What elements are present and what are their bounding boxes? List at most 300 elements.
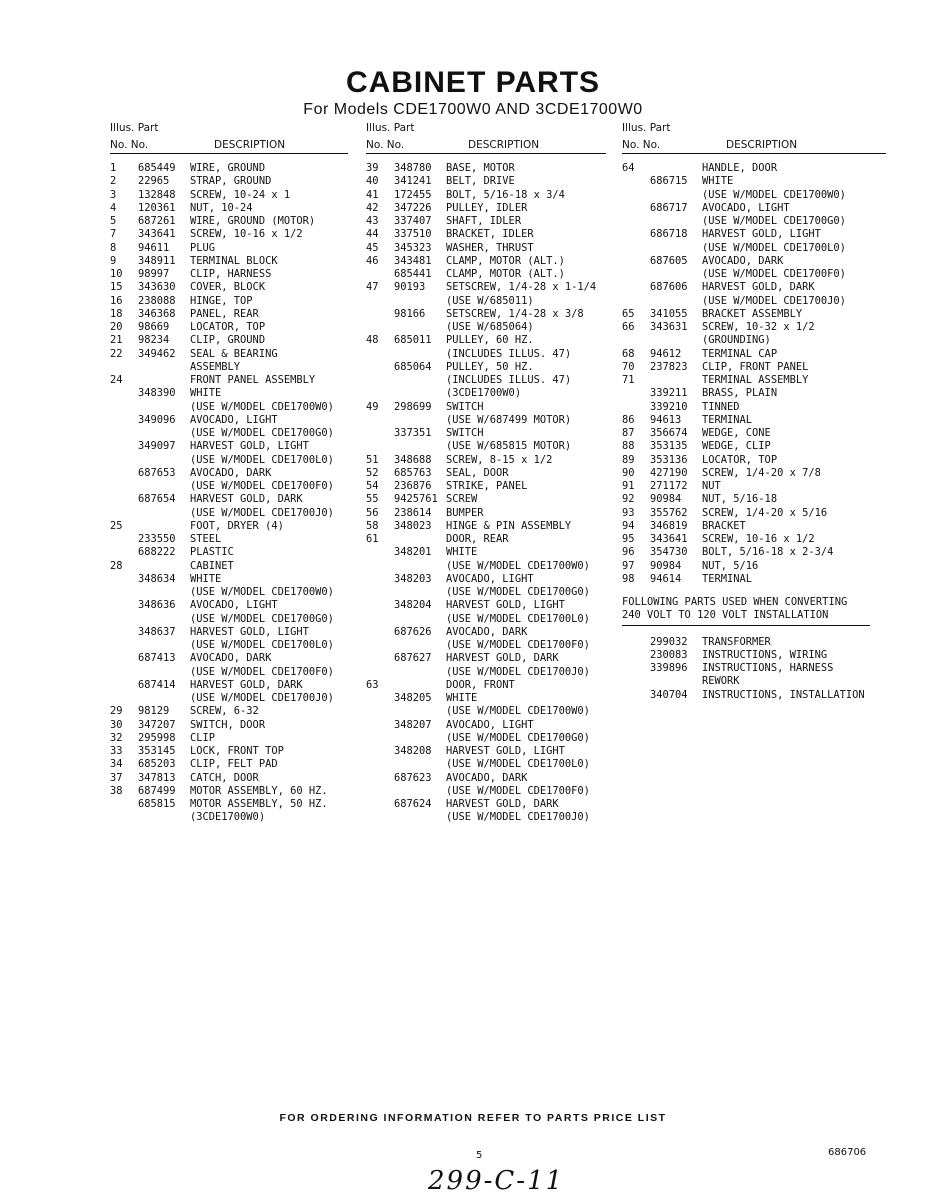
part-number: 354730 <box>650 546 688 559</box>
part-number: 172455 <box>394 188 432 201</box>
part-description: (3CDE1700W0) <box>446 387 522 400</box>
part-description: NUT, 5/16 <box>702 559 759 572</box>
part-description: CLIP <box>190 731 216 744</box>
part-number: 349096 <box>138 413 176 426</box>
part-number: 299032 <box>650 635 688 648</box>
parts-row <box>110 772 348 785</box>
part-number: 343630 <box>138 281 176 294</box>
part-description: COVER, BLOCK <box>190 281 266 294</box>
illus-number: 37 <box>110 771 123 784</box>
parts-row <box>366 202 606 215</box>
part-description: HARVEST GOLD, DARK <box>190 678 303 691</box>
header-illus-part: Illus. Part <box>110 122 159 134</box>
illus-number: 56 <box>366 506 379 519</box>
illus-number: 71 <box>622 374 635 386</box>
parts-row <box>366 798 606 811</box>
parts-row <box>110 228 348 241</box>
illus-number: 89 <box>622 453 635 466</box>
part-description: HARVEST GOLD, DARK <box>446 798 559 810</box>
parts-row <box>366 255 606 268</box>
part-description: HARVEST GOLD, DARK <box>702 281 815 294</box>
illus-number: 44 <box>366 228 379 241</box>
parts-row <box>366 361 606 374</box>
parts-row <box>110 533 348 546</box>
part-number: 346819 <box>650 519 688 532</box>
part-description: LOCATOR, TOP <box>190 321 266 333</box>
page-number: 5 <box>476 1150 483 1161</box>
part-description: (USE W/MODEL CDE1700G0) <box>190 427 334 439</box>
parts-row <box>622 281 886 294</box>
part-description: SCREW, 10-32 x 1/2 <box>702 321 815 333</box>
parts-row <box>110 546 348 559</box>
part-number: 348390 <box>138 387 176 400</box>
parts-row <box>622 573 886 586</box>
part-description: (USE W/MODEL CDE1700L0) <box>190 453 334 466</box>
conversion-note-rule <box>622 625 870 626</box>
part-number: 343481 <box>394 254 432 267</box>
part-number: 687261 <box>138 215 176 227</box>
parts-row <box>366 758 606 771</box>
parts-row <box>366 175 606 188</box>
parts-row <box>366 215 606 228</box>
parts-row <box>366 613 606 626</box>
illus-number: 58 <box>366 519 379 532</box>
illus-number: 29 <box>110 705 123 718</box>
conversion-parts-rows <box>622 636 886 702</box>
parts-row <box>110 440 348 453</box>
parts-row <box>366 520 606 533</box>
parts-row <box>110 626 348 639</box>
part-description: AVOCADO, LIGHT <box>446 718 534 731</box>
header-rule <box>366 153 606 154</box>
parts-row <box>110 507 348 520</box>
parts-row <box>110 811 348 824</box>
parts-row <box>366 507 606 520</box>
part-description: (USE W/MODEL CDE1700W0) <box>190 586 334 598</box>
part-description: (GROUNDING) <box>702 334 771 347</box>
header-description: DESCRIPTION <box>214 139 286 151</box>
part-number: 339211 <box>650 387 688 400</box>
part-number: 349097 <box>138 440 176 453</box>
illus-number: 3 <box>110 188 117 201</box>
part-description: SETSCREW, 1/4-28 x 3/8 <box>446 307 584 320</box>
part-number: 348023 <box>394 519 432 532</box>
part-description: SETSCREW, 1/4-28 x 1-1/4 <box>446 281 597 294</box>
part-description: HINGE & PIN ASSEMBLY <box>446 519 572 532</box>
part-number: 348911 <box>138 254 176 267</box>
parts-row <box>110 268 348 281</box>
part-description: WIRE, GROUND <box>190 162 266 174</box>
part-description: BRACKET ASSEMBLY <box>702 307 803 320</box>
illus-number: 92 <box>622 493 635 506</box>
part-description: (USE W/685011) <box>446 294 534 307</box>
part-description: (USE W/MODEL CDE1700W0) <box>190 400 334 413</box>
part-number: 337351 <box>394 427 432 439</box>
part-description: LOCK, FRONT TOP <box>190 745 284 757</box>
part-number: 94613 <box>650 413 682 426</box>
parts-row <box>622 321 886 334</box>
part-number: 348207 <box>394 718 432 731</box>
parts-row <box>110 215 348 228</box>
parts-row <box>622 493 886 506</box>
part-number: 233550 <box>138 533 176 545</box>
part-number: 341055 <box>650 307 688 320</box>
parts-row <box>110 295 348 308</box>
illus-number: 18 <box>110 307 123 320</box>
parts-row <box>110 281 348 294</box>
part-number: 298699 <box>394 400 432 413</box>
illus-number: 38 <box>110 784 123 797</box>
part-number: 237823 <box>650 360 688 373</box>
parts-row <box>366 454 606 467</box>
parts-row <box>366 242 606 255</box>
part-description: AVOCADO, DARK <box>190 652 272 665</box>
part-description: MOTOR ASSEMBLY, 50 HZ. <box>190 798 328 810</box>
part-number: 687623 <box>394 771 432 784</box>
illus-number: 10 <box>110 268 123 280</box>
part-description: BOLT, 5/16-18 x 3/4 <box>446 188 565 201</box>
parts-row <box>622 546 886 559</box>
illus-number: 52 <box>366 466 379 479</box>
parts-row <box>622 675 886 688</box>
parts-rows <box>366 162 606 825</box>
part-number: 347207 <box>138 718 176 731</box>
part-description: ASSEMBLY <box>190 360 241 373</box>
parts-row <box>622 533 886 546</box>
parts-row <box>110 785 348 798</box>
illus-number: 88 <box>622 440 635 453</box>
header-description: DESCRIPTION <box>726 139 798 151</box>
part-description: PULLEY, IDLER <box>446 201 528 214</box>
parts-row <box>110 480 348 493</box>
part-number: 90984 <box>650 493 682 506</box>
part-description: TERMINAL <box>702 413 753 426</box>
parts-row <box>622 560 886 573</box>
part-number: 337407 <box>394 215 432 227</box>
ordering-info-footer: FOR ORDERING INFORMATION REFER TO PARTS PRICE LIST <box>279 1112 667 1124</box>
part-number: 120361 <box>138 201 176 214</box>
illus-number: 94 <box>622 519 635 532</box>
part-description: BRASS, PLAIN <box>702 387 778 400</box>
part-description: AVOCADO, LIGHT <box>190 599 278 612</box>
illus-number: 68 <box>622 347 635 360</box>
part-description: HARVEST GOLD, LIGHT <box>446 599 565 612</box>
parts-row <box>366 732 606 745</box>
part-description: CLAMP, MOTOR (ALT.) <box>446 268 565 280</box>
parts-row <box>366 467 606 480</box>
part-description: HARVEST GOLD, LIGHT <box>446 745 565 757</box>
parts-row <box>366 772 606 785</box>
parts-row <box>622 387 886 400</box>
part-number: 685763 <box>394 466 432 479</box>
part-description: TERMINAL <box>702 572 753 585</box>
part-number: 132848 <box>138 188 176 201</box>
parts-row <box>366 401 606 414</box>
parts-row <box>110 387 348 400</box>
parts-row <box>110 493 348 506</box>
part-description: MOTOR ASSEMBLY, 60 HZ. <box>190 784 328 797</box>
parts-row <box>622 440 886 453</box>
part-number: 687414 <box>138 678 176 691</box>
part-number: 687499 <box>138 784 176 797</box>
parts-row <box>622 189 886 202</box>
part-description: HARVEST GOLD, DARK <box>190 493 303 506</box>
parts-row <box>366 573 606 586</box>
part-description: (USE W/MODEL CDE1700J0) <box>446 665 590 678</box>
parts-row <box>110 454 348 467</box>
part-description: TERMINAL CAP <box>702 347 778 360</box>
illus-number: 30 <box>110 718 123 731</box>
parts-row <box>110 758 348 771</box>
part-number: 687606 <box>650 281 688 294</box>
part-description: HARVEST GOLD, LIGHT <box>190 440 309 453</box>
part-number: 343641 <box>138 228 176 241</box>
part-number: 347813 <box>138 771 176 784</box>
part-number: 341241 <box>394 175 432 188</box>
part-number: 685815 <box>138 798 176 810</box>
parts-row <box>366 387 606 400</box>
parts-row <box>366 785 606 798</box>
part-description: (INCLUDES ILLUS. 47) <box>446 374 572 386</box>
part-description: (USE W/MODEL CDE1700F0) <box>702 268 846 280</box>
parts-row <box>110 586 348 599</box>
illus-number: 45 <box>366 241 379 254</box>
illus-number: 65 <box>622 307 635 320</box>
illus-number: 1 <box>110 162 117 174</box>
part-description: AVOCADO, DARK <box>446 625 528 638</box>
part-number: 685011 <box>394 334 432 347</box>
illus-number: 90 <box>622 466 635 479</box>
part-description: BRACKET <box>702 519 746 532</box>
illus-number: 9 <box>110 254 117 267</box>
part-description: (INCLUDES ILLUS. 47) <box>446 347 572 360</box>
part-description: WHITE <box>190 572 222 585</box>
illus-number: 43 <box>366 215 379 227</box>
part-number: 94611 <box>138 241 170 254</box>
part-number: 271172 <box>650 480 688 492</box>
illus-number: 93 <box>622 506 635 519</box>
part-description: AVOCADO, DARK <box>190 466 272 479</box>
illus-number: 33 <box>110 745 123 757</box>
part-description: (USE W/MODEL CDE1700L0) <box>702 241 846 254</box>
parts-row <box>366 374 606 387</box>
illus-number: 54 <box>366 480 379 492</box>
part-description: NUT, 10-24 <box>190 201 253 214</box>
parts-row <box>110 705 348 718</box>
part-description: CLIP, HARNESS <box>190 268 272 280</box>
illus-number: 34 <box>110 758 123 771</box>
part-description: INSTRUCTIONS, WIRING <box>702 648 828 661</box>
parts-row <box>622 255 886 268</box>
parts-row <box>622 414 886 427</box>
parts-row <box>366 546 606 559</box>
parts-row <box>366 162 606 175</box>
parts-row <box>110 202 348 215</box>
part-number: 348203 <box>394 572 432 585</box>
header-description: DESCRIPTION <box>468 139 540 151</box>
illus-number: 15 <box>110 281 123 294</box>
part-number: 687624 <box>394 798 432 810</box>
illus-number: 48 <box>366 334 379 347</box>
parts-row <box>110 719 348 732</box>
part-description: BOLT, 5/16-18 x 2-3/4 <box>702 546 834 559</box>
part-number: 685441 <box>394 268 432 280</box>
parts-row <box>622 401 886 414</box>
part-description: HARVEST GOLD, LIGHT <box>190 625 309 638</box>
parts-row <box>110 732 348 745</box>
illus-number: 40 <box>366 175 379 188</box>
part-description: (USE W/MODEL CDE1700F0) <box>190 480 334 492</box>
part-description: HARVEST GOLD, LIGHT <box>702 228 821 241</box>
parts-row <box>110 599 348 612</box>
part-number: 349462 <box>138 347 176 360</box>
part-number: 348688 <box>394 453 432 466</box>
part-number: 685064 <box>394 360 432 373</box>
illus-number: 46 <box>366 254 379 267</box>
illus-number: 8 <box>110 241 117 254</box>
parts-row <box>366 321 606 334</box>
parts-row <box>110 652 348 665</box>
part-number: 687653 <box>138 466 176 479</box>
part-number: 348208 <box>394 745 432 757</box>
part-description: (USE W/MODEL CDE1700F0) <box>446 784 590 797</box>
part-number: 685449 <box>138 162 176 174</box>
parts-row <box>366 493 606 506</box>
parts-row <box>366 652 606 665</box>
parts-row <box>366 189 606 202</box>
part-number: 687654 <box>138 493 176 506</box>
parts-row <box>366 348 606 361</box>
part-description: CATCH, DOOR <box>190 771 259 784</box>
parts-row <box>366 745 606 758</box>
illus-number: 97 <box>622 559 635 572</box>
part-description: SWITCH, DOOR <box>190 718 266 731</box>
part-number: 353145 <box>138 745 176 757</box>
part-number: 686715 <box>650 175 688 188</box>
part-description: CLIP, FRONT PANEL <box>702 360 809 373</box>
part-number: 356674 <box>650 427 688 439</box>
parts-row <box>110 374 348 387</box>
illus-number: 91 <box>622 480 635 492</box>
parts-row <box>110 401 348 414</box>
part-description: AVOCADO, DARK <box>446 771 528 784</box>
part-description: SEAL, DOOR <box>446 466 509 479</box>
part-description: WIRE, GROUND (MOTOR) <box>190 215 316 227</box>
part-description: (USE W/MODEL CDE1700L0) <box>190 639 334 651</box>
part-description: (USE W/MODEL CDE1700L0) <box>446 758 590 771</box>
illus-number: 25 <box>110 519 123 532</box>
parts-row <box>366 334 606 347</box>
part-description: PULLEY, 50 HZ. <box>446 360 534 373</box>
part-number: 348205 <box>394 692 432 704</box>
part-number: 348780 <box>394 162 432 174</box>
part-description: (USE W/MODEL CDE1700J0) <box>702 294 846 307</box>
illus-number: 39 <box>366 162 379 174</box>
part-description: AVOCADO, DARK <box>702 254 784 267</box>
part-number: 343641 <box>650 533 688 545</box>
part-description: PLUG <box>190 241 216 254</box>
part-number: 238088 <box>138 294 176 307</box>
part-description: SCREW, 1/4-20 x 7/8 <box>702 466 821 479</box>
parts-row <box>622 374 886 387</box>
part-description: WHITE <box>190 387 222 400</box>
parts-row <box>366 480 606 493</box>
parts-rows <box>622 162 886 586</box>
parts-row <box>110 573 348 586</box>
part-description: FRONT PANEL ASSEMBLY <box>190 374 316 386</box>
part-description: SCREW, 8-15 x 1/2 <box>446 453 553 466</box>
part-number: 98997 <box>138 268 170 280</box>
parts-row <box>366 295 606 308</box>
handwritten-note: 299-C-11 <box>428 1166 565 1196</box>
part-number: 688222 <box>138 546 176 559</box>
part-description: STEEL <box>190 533 222 545</box>
parts-row <box>110 334 348 347</box>
parts-row <box>622 467 886 480</box>
parts-row <box>622 507 886 520</box>
part-description: FOOT, DRYER (4) <box>190 519 284 532</box>
part-description: SCREW, 6-32 <box>190 705 259 718</box>
illus-number: 66 <box>622 321 635 333</box>
parts-row <box>366 639 606 652</box>
part-description: PANEL, REAR <box>190 307 259 320</box>
part-description: WHITE <box>446 692 478 704</box>
illus-number: 32 <box>110 731 123 744</box>
part-description: CLIP, FELT PAD <box>190 758 278 771</box>
parts-row <box>366 599 606 612</box>
parts-row <box>622 689 886 702</box>
part-description: WEDGE, CONE <box>702 427 771 439</box>
column-header <box>622 122 886 154</box>
part-description: (USE W/MODEL CDE1700F0) <box>190 665 334 678</box>
parts-row <box>622 268 886 281</box>
parts-row <box>110 745 348 758</box>
part-description: SCREW, 10-16 x 1/2 <box>702 533 815 545</box>
part-number: 98166 <box>394 307 426 320</box>
column-header <box>110 122 348 154</box>
parts-row <box>622 175 886 188</box>
parts-row <box>622 662 886 675</box>
part-description: SCREW, 10-16 x 1/2 <box>190 228 303 241</box>
part-description: SWITCH <box>446 400 484 413</box>
part-number: 9425761 <box>394 493 438 506</box>
parts-row <box>366 281 606 294</box>
parts-row <box>110 692 348 705</box>
illus-number: 4 <box>110 201 117 214</box>
part-number: 353136 <box>650 453 688 466</box>
illus-number: 21 <box>110 334 123 347</box>
part-description: WHITE <box>446 546 478 559</box>
header-numbers: No. No. <box>366 139 405 151</box>
parts-row <box>110 308 348 321</box>
illus-number: 5 <box>110 215 117 227</box>
part-number: 98234 <box>138 334 170 347</box>
part-description: SHAFT, IDLER <box>446 215 522 227</box>
part-description: STRAP, GROUND <box>190 175 272 188</box>
illus-number: 55 <box>366 493 379 506</box>
part-description: SCREW, 10-24 x 1 <box>190 188 291 201</box>
parts-row <box>110 666 348 679</box>
part-description: SCREW, 1/4-20 x 5/16 <box>702 506 828 519</box>
part-description: PULLEY, 60 HZ. <box>446 334 534 347</box>
header-numbers: No. No. <box>110 139 149 151</box>
part-description: HANDLE, DOOR <box>702 162 778 174</box>
illus-number: 42 <box>366 201 379 214</box>
part-number: 98669 <box>138 321 170 333</box>
illus-number: 20 <box>110 321 123 333</box>
illus-number: 49 <box>366 400 379 413</box>
parts-row <box>622 242 886 255</box>
